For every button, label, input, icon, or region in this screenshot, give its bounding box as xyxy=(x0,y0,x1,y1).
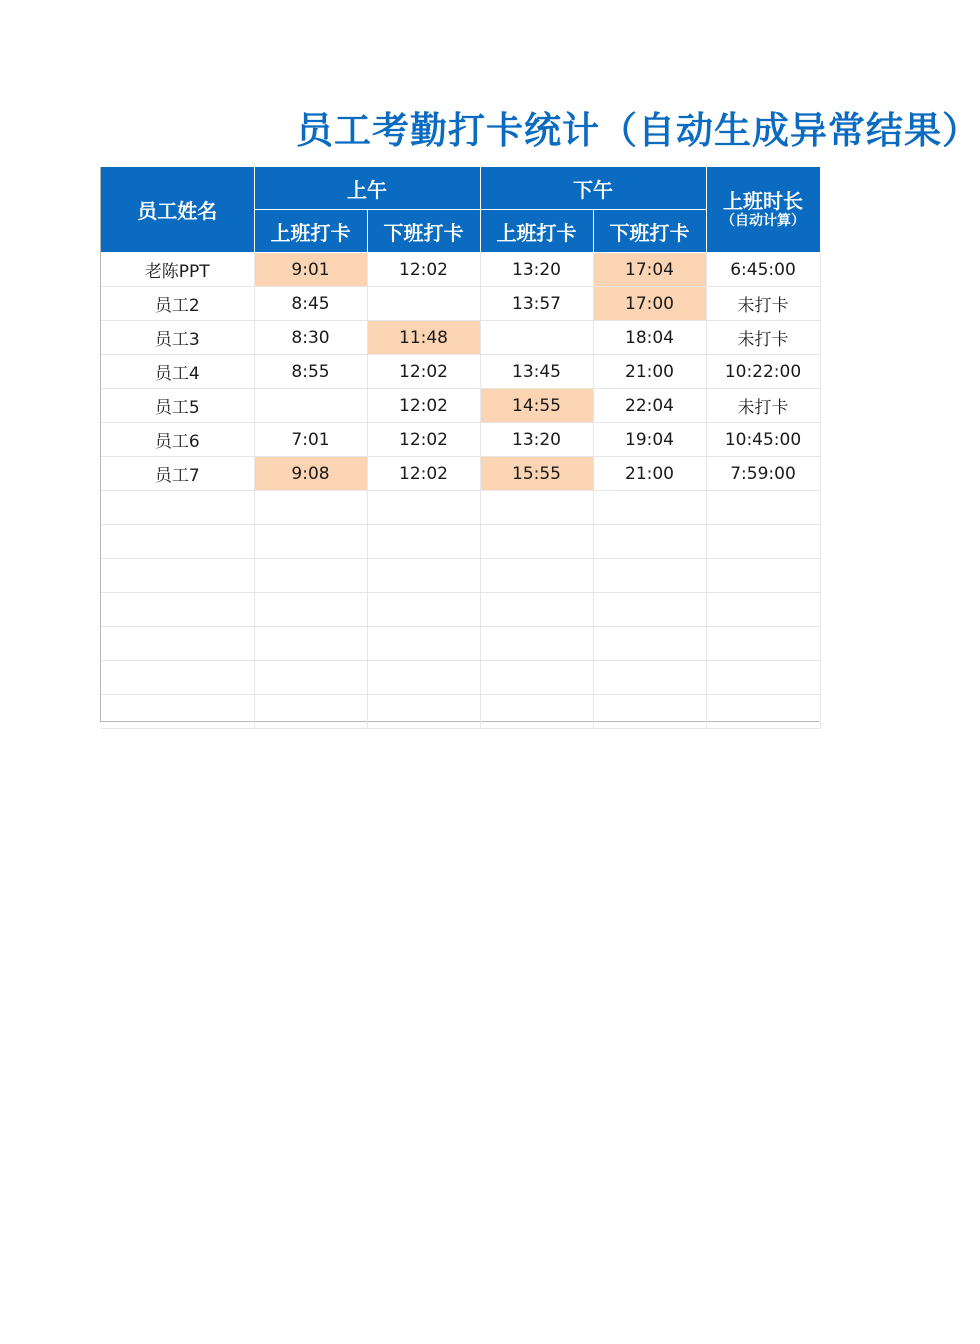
pm-clock-in-cell[interactable] xyxy=(480,491,593,525)
pm-clock-in-cell[interactable] xyxy=(480,593,593,627)
pm-clock-out-cell[interactable]: 22:04 xyxy=(593,389,706,423)
employee-name-cell[interactable] xyxy=(101,695,254,729)
duration-cell[interactable] xyxy=(706,695,820,729)
attendance-table xyxy=(101,167,821,729)
am-clock-in-cell[interactable] xyxy=(254,559,367,593)
duration-cell[interactable]: 未打卡 xyxy=(706,389,820,423)
employee-name-cell[interactable]: 员工2 xyxy=(101,287,254,321)
pm-clock-in-cell[interactable]: 13:57 xyxy=(480,287,593,321)
employee-name-cell[interactable]: 员工3 xyxy=(101,321,254,355)
header-am-clock-in: 上班打卡 xyxy=(254,210,367,253)
header-duration-label: 上班时长 xyxy=(723,188,803,213)
duration-cell[interactable]: 10:45:00 xyxy=(706,423,820,457)
am-clock-in-cell[interactable] xyxy=(254,661,367,695)
pm-clock-in-cell[interactable]: 13:45 xyxy=(480,355,593,389)
table-row xyxy=(101,423,820,457)
header-am-clock-out: 下班打卡 xyxy=(367,210,480,253)
table-row xyxy=(101,695,820,729)
duration-cell[interactable] xyxy=(706,559,820,593)
am-clock-out-cell[interactable] xyxy=(367,287,480,321)
header-pm-clock-out: 下班打卡 xyxy=(593,210,706,253)
am-clock-out-cell[interactable] xyxy=(367,559,480,593)
am-clock-in-cell[interactable] xyxy=(254,695,367,729)
pm-clock-out-cell[interactable] xyxy=(593,491,706,525)
duration-cell[interactable] xyxy=(706,627,820,661)
employee-name-cell[interactable]: 员工5 xyxy=(101,389,254,423)
table-row xyxy=(101,627,820,661)
employee-name-cell[interactable] xyxy=(101,661,254,695)
employee-name-cell[interactable]: 员工7 xyxy=(101,457,254,491)
title-area xyxy=(100,100,980,164)
table-row xyxy=(101,661,820,695)
am-clock-in-cell[interactable]: 7:01 xyxy=(254,423,367,457)
pm-clock-out-cell[interactable] xyxy=(593,627,706,661)
duration-cell[interactable] xyxy=(706,593,820,627)
am-clock-out-cell[interactable] xyxy=(367,491,480,525)
pm-clock-out-cell[interactable]: 21:00 xyxy=(593,457,706,491)
am-clock-out-cell[interactable]: 11:48 xyxy=(367,321,480,355)
pm-clock-in-cell[interactable] xyxy=(480,525,593,559)
pm-clock-in-cell[interactable]: 14:55 xyxy=(480,389,593,423)
am-clock-in-cell[interactable] xyxy=(254,389,367,423)
am-clock-out-cell[interactable] xyxy=(367,627,480,661)
pm-clock-out-cell[interactable] xyxy=(593,593,706,627)
table-row xyxy=(101,321,820,355)
pm-clock-out-cell[interactable] xyxy=(593,695,706,729)
am-clock-in-cell[interactable] xyxy=(254,627,367,661)
pm-clock-out-cell[interactable]: 17:04 xyxy=(593,253,706,287)
am-clock-in-cell[interactable]: 8:30 xyxy=(254,321,367,355)
employee-name-cell[interactable] xyxy=(101,525,254,559)
header-duration-note: （自动计算） xyxy=(721,212,805,229)
duration-cell[interactable]: 6:45:00 xyxy=(706,253,820,287)
duration-cell[interactable] xyxy=(706,525,820,559)
table-header xyxy=(101,167,820,253)
am-clock-in-cell[interactable] xyxy=(254,525,367,559)
am-clock-out-cell[interactable] xyxy=(367,695,480,729)
employee-name-cell[interactable]: 员工6 xyxy=(101,423,254,457)
pm-clock-out-cell[interactable] xyxy=(593,525,706,559)
page-title: 员工考勤打卡统计（自动生成异常结果） xyxy=(296,109,980,152)
am-clock-out-cell[interactable] xyxy=(367,525,480,559)
pm-clock-in-cell[interactable] xyxy=(480,559,593,593)
pm-clock-out-cell[interactable]: 21:00 xyxy=(593,355,706,389)
pm-clock-out-cell[interactable]: 18:04 xyxy=(593,321,706,355)
am-clock-in-cell[interactable] xyxy=(254,491,367,525)
pm-clock-in-cell[interactable] xyxy=(480,661,593,695)
pm-clock-in-cell[interactable] xyxy=(480,695,593,729)
table-row xyxy=(101,457,820,491)
employee-name-cell[interactable] xyxy=(101,593,254,627)
table-row xyxy=(101,355,820,389)
duration-cell[interactable] xyxy=(706,661,820,695)
pm-clock-out-cell[interactable]: 19:04 xyxy=(593,423,706,457)
pm-clock-in-cell[interactable] xyxy=(480,321,593,355)
duration-cell[interactable]: 未打卡 xyxy=(706,287,820,321)
am-clock-in-cell[interactable]: 9:01 xyxy=(254,253,367,287)
employee-name-cell[interactable] xyxy=(101,491,254,525)
am-clock-in-cell[interactable]: 8:45 xyxy=(254,287,367,321)
pm-clock-in-cell[interactable] xyxy=(480,627,593,661)
table-row xyxy=(101,491,820,525)
pm-clock-in-cell[interactable]: 13:20 xyxy=(480,423,593,457)
am-clock-out-cell[interactable]: 12:02 xyxy=(367,355,480,389)
duration-cell[interactable]: 10:22:00 xyxy=(706,355,820,389)
header-pm-clock-in: 上班打卡 xyxy=(480,210,593,253)
header-duration xyxy=(706,167,820,253)
table-row xyxy=(101,525,820,559)
am-clock-out-cell[interactable] xyxy=(367,593,480,627)
table-row xyxy=(101,287,820,321)
header-morning: 上午 xyxy=(254,167,480,210)
table-row xyxy=(101,389,820,423)
am-clock-in-cell[interactable]: 8:55 xyxy=(254,355,367,389)
pm-clock-out-cell[interactable] xyxy=(593,559,706,593)
pm-clock-in-cell[interactable]: 15:55 xyxy=(480,457,593,491)
pm-clock-in-cell[interactable]: 13:20 xyxy=(480,253,593,287)
employee-name-cell[interactable] xyxy=(101,559,254,593)
am-clock-out-cell[interactable]: 12:02 xyxy=(367,457,480,491)
header-afternoon: 下午 xyxy=(480,167,706,210)
employee-name-cell[interactable]: 员工4 xyxy=(101,355,254,389)
am-clock-out-cell[interactable]: 12:02 xyxy=(367,389,480,423)
am-clock-in-cell[interactable]: 9:08 xyxy=(254,457,367,491)
pm-clock-out-cell[interactable]: 17:00 xyxy=(593,287,706,321)
pm-clock-out-cell[interactable] xyxy=(593,661,706,695)
table-body xyxy=(101,253,820,729)
am-clock-out-cell[interactable]: 12:02 xyxy=(367,253,480,287)
duration-cell[interactable] xyxy=(706,491,820,525)
table-row xyxy=(101,593,820,627)
employee-name-cell[interactable] xyxy=(101,627,254,661)
employee-name-cell[interactable]: 老陈PPT xyxy=(101,253,254,287)
am-clock-out-cell[interactable] xyxy=(367,661,480,695)
attendance-sheet xyxy=(100,167,819,722)
table-row xyxy=(101,253,820,287)
table-row xyxy=(101,559,820,593)
am-clock-out-cell[interactable]: 12:02 xyxy=(367,423,480,457)
duration-cell[interactable]: 7:59:00 xyxy=(706,457,820,491)
duration-cell[interactable]: 未打卡 xyxy=(706,321,820,355)
am-clock-in-cell[interactable] xyxy=(254,593,367,627)
header-employee-name: 员工姓名 xyxy=(101,167,254,253)
